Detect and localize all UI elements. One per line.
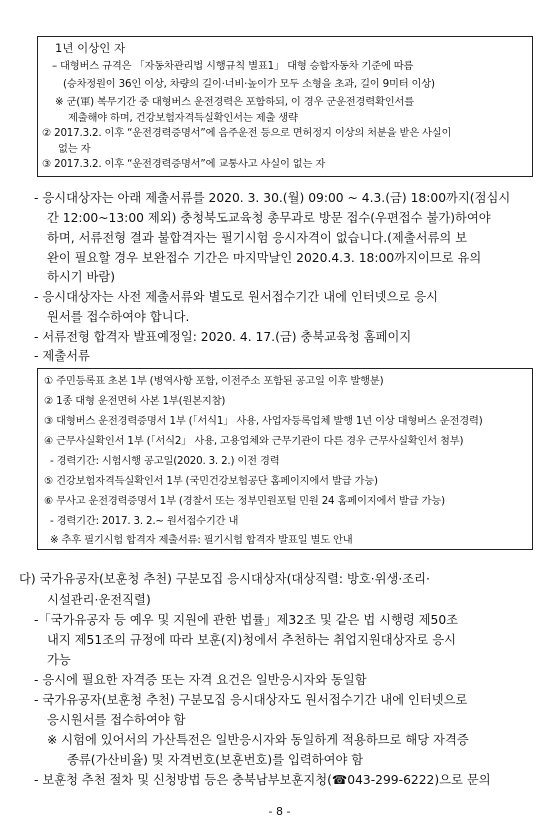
body-line: 간 12:00~13:00 제외) 충청북도교육청 총무과로 방문 접수(우편접수 불가)하여야 [47,211,491,225]
body-line: - 응시대상자는 아래 제출서류를 2020. 3. 30.(월) 09:00 ~ 4.3.(금) 18:00까지(점심시 [34,191,511,205]
document-item: ⑥ 무사고 운전경력증명서 1부 (경찰서 또는 정부민원포털 민원 24 홈페이지에서 발급 가능) [44,495,445,507]
box1-line: ※ 군(軍) 복무기간 중 대형버스 운전경력은 포함하되, 이 경우 군운전경력확인서를 [55,96,415,108]
body-line: 완이 필요할 경우 보완접수 기간은 마지막날인 2020.4.3. 18:00까지이므로 유의 [47,251,482,265]
body-line: 하며, 서류전형 결과 불합격자는 필기시험 응시자격이 없습니다.(제출서류의 보 [47,231,468,245]
body-line: 하시기 바람) [47,270,116,284]
box1-line: 1년 이상인 자 [55,41,126,55]
body-line: 원서를 접수하여야 합니다. [47,310,190,324]
body-line: - 서류전형 합격자 발표예정일: 2020. 4. 17.(금) 충북교육청 홈페이지 [34,330,412,344]
section-heading: 다) 국가유공자(보훈청 추천) 구분모집 응시대상자(대상직렬: 방호·위생·조리· [19,572,430,586]
section-line: 내지 제51조의 규정에 따라 보훈(지)청에서 추천하는 취업지원대상자로 응시 [47,633,456,647]
section-line: 응시원서를 접수하여야 함 [47,713,186,727]
page-number: - 8 - [268,805,291,818]
document-item: ⑤ 건강보험자격득실확인서 1부 (국민건강보험공단 홈페이지에서 발급 가능) [44,475,378,487]
box1-line: – 대형버스 규격은 「자동차관리법 시행규칙 별표1」 대형 승합자동차 기준에 따름 [52,60,414,72]
box1-line: ② 2017.3.2. 이후 “운전경력증명서”에 음주운전 등으로 면허정지 이상의 처분을 받은 사실이 [42,127,452,139]
section-heading: 시설관리·운전직렬) [47,593,151,607]
document-note: - 경력기간: 2017. 3. 2.~ 원서접수기간 내 [50,515,239,527]
document-item: ③ 대형버스 운전경력증명서 1부 (「서식1」 사용, 사업자등록업체 발행 1년 이상 대형버스 운전경력) [44,415,483,427]
body-line: - 응시대상자는 사전 제출서류와 별도로 원서접수기간 내에 인터넷으로 응시 [34,290,438,304]
section-line: - 국가유공자(보훈청 추천) 구분모집 응시대상자도 원서접수기간 내에 인터넷으로 [34,693,468,707]
document-item: ② 1종 대형 운전면허 사본 1부(원본지참) [44,395,226,407]
body-line: - 제출서류 [34,349,90,363]
document-item: ④ 근무사실확인서 1부 (「서식2」 사용, 고용업체와 근무기관이 다른 경우 근무사실확인서 첨부) [44,435,464,447]
section-line: -「국가유공자 등 예우 및 지원에 관한 법률」제32조 및 같은 법 시행령 제50조 [34,613,459,627]
section-line: - 응시에 필요한 자격증 또는 자격 요건은 일반응시자와 동일함 [34,673,367,687]
box1-line: 없는 자 [58,143,91,155]
box1-line: 제출해야 하며, 건강보험자격득실확인서는 제출 생략 [68,112,298,124]
document-note: ※ 추후 필기시험 합격자 제출서류: 필기시험 합격자 발표일 별도 안내 [50,534,353,546]
section-line: - 보훈청 추천 절차 및 신청방법 등은 충북남부보훈지청(☎043-299-6222)으로 문의 [34,773,491,787]
document-note: - 경력기간: 시험시행 공고일(2020. 3. 2.) 이전 경력 [50,455,280,467]
box1-line: (승차정원이 36인 이상, 차량의 길이·너비·높이가 모두 소형을 초과, 길이 9미터 이상) [63,78,435,90]
box1-line: ③ 2017.3.2. 이후 “운전경력증명서”에 교통사고 사실이 없는 자 [42,158,326,170]
section-note: ※ 시험에 있어서의 가산특전은 일반응시자와 동일하게 적용하므로 해당 자격증 [47,733,469,747]
section-line: 가능 [47,653,71,667]
document-item: ① 주민등록표 초본 1부 (병역사항 포함, 이전주소 포함된 공고일 이후 발행분) [44,375,384,387]
section-note: 종류(가산비율) 및 자격번호(보훈번호)를 입력하여야 함 [67,753,364,767]
